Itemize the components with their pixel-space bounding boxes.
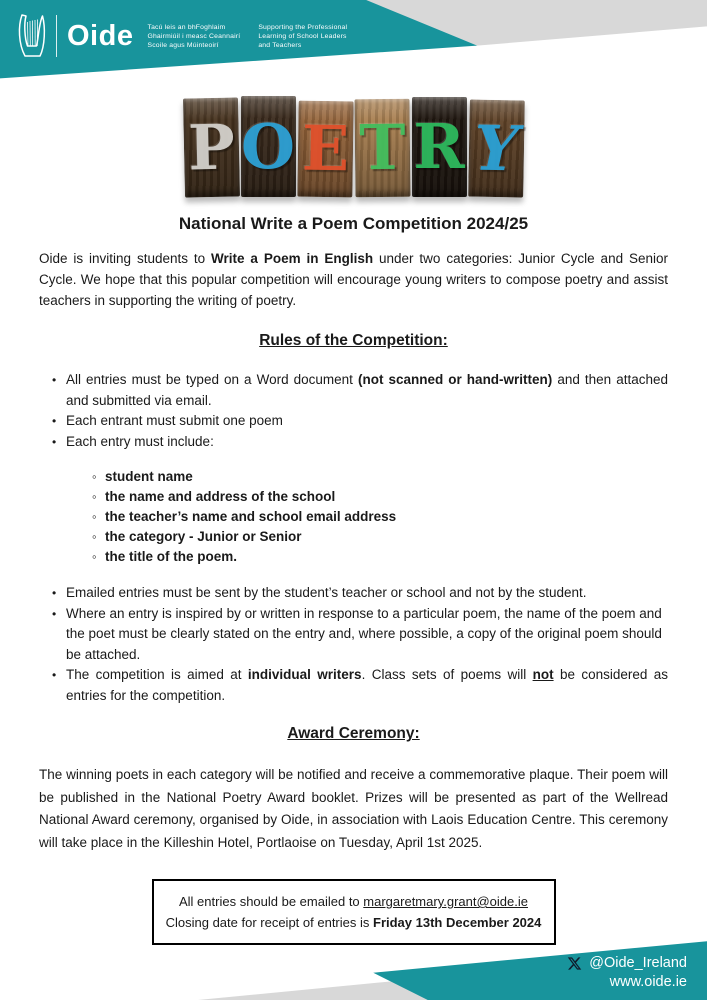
list-item: ◦ student name bbox=[39, 467, 668, 487]
list-item: ◦ the name and address of the school bbox=[39, 487, 668, 507]
poetry-block bbox=[241, 96, 296, 197]
list-item: • Each entrant must submit one poem bbox=[39, 411, 668, 432]
award-ceremony-paragraph: The winning poets in each category will be notified and receive a commemorative plaque. Their poem will be published in the National Poetry Award booklet. Prizes will be presented as part of the Wellread National Award ceremony, organised by Oide, in association with Laois Education Centre. This ceremony will take place in the Killeshin Hotel, Portlaoise on Tuesday, April 1st 2025. bbox=[39, 767, 668, 850]
list-item: • The competition is aimed at individual writers. Class sets of poems will not be considered as entries for the competition. bbox=[39, 665, 668, 706]
footer-social bbox=[567, 954, 687, 992]
logo-text: Oide bbox=[67, 19, 134, 52]
poetry-letter: R bbox=[413, 110, 465, 183]
website-url: www.oide.ie bbox=[609, 974, 687, 990]
list-item: • All entries must be typed on a Word document (not scanned or hand-written) and then attached and submitted via email. bbox=[39, 370, 668, 411]
logo-lockup bbox=[16, 13, 347, 59]
poetry-letterpress-image bbox=[0, 95, 707, 197]
rules-list-top bbox=[39, 370, 668, 452]
list-item: • Where an entry is inspired by or written in response to a particular poem, the name of the poem and the poet must be clearly stated on the entry and, where possible, a copy of the original poem should be attached. bbox=[39, 604, 668, 666]
poetry-block bbox=[354, 99, 410, 198]
poetry-block bbox=[182, 97, 239, 197]
poetry-letter: Y bbox=[473, 111, 519, 185]
closing-date-line: Closing date for receipt of entries is Friday 13th December 2024 bbox=[165, 915, 542, 930]
x-logo-icon bbox=[567, 956, 582, 971]
tagline-irish: Tacú leis an bhFoghlaim Ghairmiúil i measc Ceannairí Scoile agus Múinteoirí bbox=[147, 23, 241, 49]
footer-banner bbox=[0, 930, 707, 1000]
entry-requirements-list bbox=[39, 467, 668, 567]
poetry-block bbox=[297, 101, 353, 198]
list-item: • Emailed entries must be sent by the student’s teacher or school and not by the student. bbox=[39, 583, 668, 604]
x-handle: @Oide_Ireland bbox=[589, 955, 687, 971]
email-link[interactable]: margaretmary.grant@oide.ie bbox=[363, 894, 528, 909]
poetry-letter: E bbox=[300, 111, 350, 186]
list-item: ◦ the category - Junior or Senior bbox=[39, 527, 668, 547]
list-item: ◦ the teacher’s name and school email address bbox=[39, 507, 668, 527]
logo-divider bbox=[56, 15, 57, 57]
list-item: • Each entry must include: bbox=[39, 432, 668, 453]
poetry-block bbox=[412, 97, 467, 197]
tagline-english: Supporting the Professional Learning of School Leaders and Teachers bbox=[258, 23, 348, 49]
poetry-block bbox=[468, 100, 525, 198]
poetry-letter: T bbox=[358, 110, 406, 185]
page-title: National Write a Poem Competition 2024/25 bbox=[178, 214, 529, 233]
header-banner bbox=[0, 0, 707, 80]
rules-list-bottom bbox=[39, 583, 668, 706]
intro-paragraph: Oide is inviting students to Write a Poem in English under two categories: Junior Cycle and Senior Cycle. We hope that this popular competition will encourage young writers to compose poetry and assist teachers in supporting the writing of poetry. bbox=[39, 251, 668, 308]
award-ceremony-heading: Award Ceremony: bbox=[287, 725, 420, 742]
rules-heading: Rules of the Competition: bbox=[259, 332, 448, 349]
email-instruction-line: All entries should be emailed to margaretmary.grant@oide.ie bbox=[179, 894, 528, 909]
list-item: ◦ the title of the poem. bbox=[39, 547, 668, 567]
poetry-letter: O bbox=[240, 109, 295, 183]
irish-harp-icon bbox=[16, 13, 46, 59]
poetry-letter: P bbox=[186, 110, 236, 184]
